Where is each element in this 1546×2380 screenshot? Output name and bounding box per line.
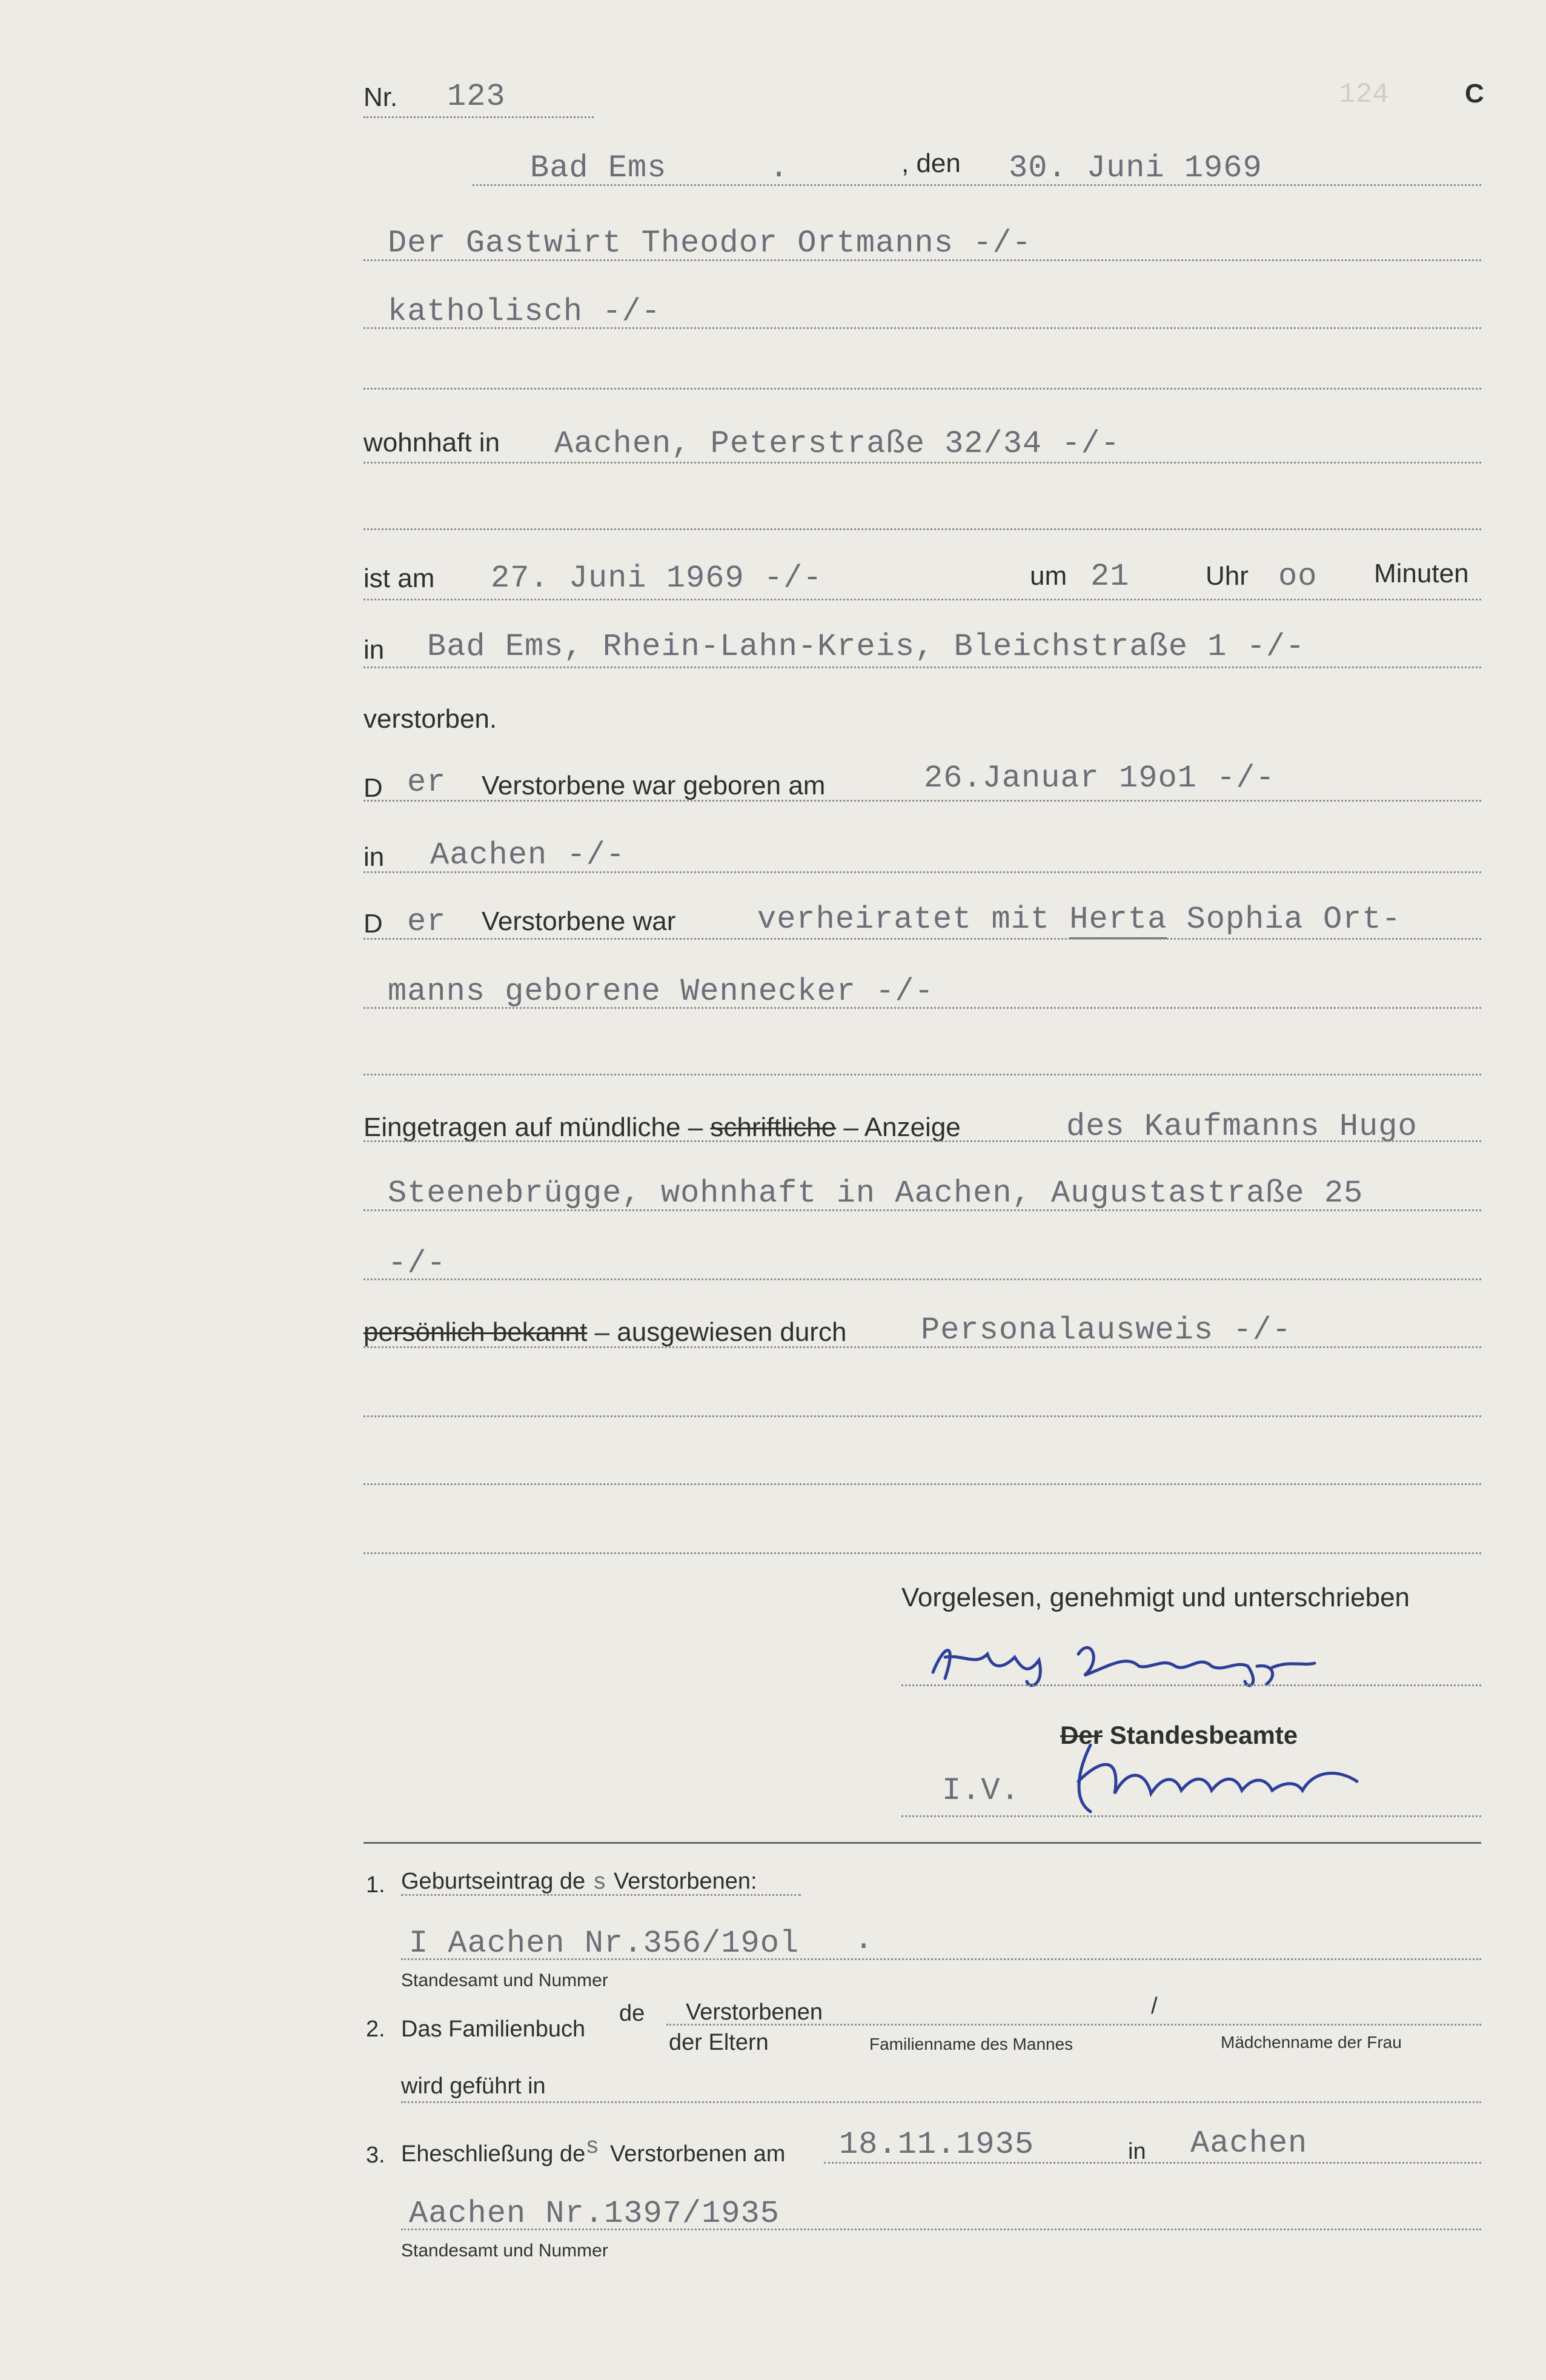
place-value: Bad Ems: [530, 150, 667, 186]
person-line2: katholisch -/-: [388, 294, 661, 330]
nr-value: 123: [447, 79, 506, 115]
marriage-place: Aachen: [1190, 2126, 1308, 2161]
birth-place-rule: [363, 871, 1481, 873]
um-label: um: [1030, 561, 1067, 591]
birth-place: Aachen -/-: [430, 837, 626, 873]
registration-text2: Steenebrügge, wohnhaft in Aachen, Augustastraße 25: [388, 1175, 1364, 1211]
residence-rule-2: [363, 528, 1481, 530]
wife-name-label: Mädchenname der Frau: [1221, 2033, 1402, 2052]
birth-d-suffix: er: [407, 765, 446, 800]
iv-label: I.V.: [942, 1773, 1020, 1809]
marriage-label-b: Verstorbenen am: [610, 2141, 786, 2167]
person-line3-rule: [363, 388, 1481, 390]
husband-name-label: Familienname des Mannes: [869, 2035, 1073, 2053]
kept-in-rule: [401, 2101, 1481, 2103]
den-label: , den: [901, 148, 961, 178]
birth-label: Verstorbene war geboren am: [482, 771, 826, 800]
id-label-strike: persönlich bekannt: [363, 1317, 588, 1347]
status-text-herta: Herta: [1069, 902, 1167, 939]
birth-entry-label-a: Geburtseintrag de: [401, 1869, 586, 1894]
death-date: 27. Juni 1969 -/-: [491, 560, 823, 596]
marriage-rule: [824, 2162, 1481, 2164]
id-label: – ausgewiesen durch: [594, 1317, 847, 1347]
id-label-line: [363, 1317, 846, 1348]
family-book-verstorbenen: Verstorbenen: [686, 1999, 823, 2025]
residence-label: wohnhaft in: [363, 428, 500, 457]
verstorben-label: verstorben.: [363, 704, 497, 734]
family-book-de: de: [619, 2001, 645, 2026]
marriage-registry-rule: [401, 2229, 1481, 2230]
family-book-rule: [666, 2024, 1481, 2026]
registration-label-strike: schriftliche: [710, 1112, 837, 1142]
ist-am-label: ist am: [363, 563, 435, 593]
person-line2-rule: [363, 327, 1481, 329]
death-place-rule: [363, 666, 1481, 668]
birth-entry-value: I Aachen Nr.356/19ol: [409, 1926, 800, 1961]
registrar-signature: [1054, 1733, 1393, 1824]
birth-d-label: D: [363, 773, 383, 803]
marriage-registry: Aachen Nr.1397/1935: [409, 2196, 780, 2232]
birth-date-rule: [363, 800, 1481, 802]
birth-entry-rule: [401, 1958, 1481, 1960]
birth-entry-s: s: [592, 1870, 606, 1896]
blank-rule-1: [363, 1415, 1481, 1417]
marriage-date: 18.11.1935: [839, 2127, 1035, 2162]
registration-text3: -/-: [388, 1246, 446, 1281]
status-rule-1: [363, 938, 1481, 940]
birth-entry-label: [401, 1869, 757, 1896]
status-label: Verstorbene war: [482, 906, 676, 936]
birth-entry-dot: .: [854, 1922, 874, 1958]
registrar-strike: Der: [1060, 1721, 1103, 1749]
person-line1: Der Gastwirt Theodor Ortmanns -/-: [388, 225, 1032, 261]
status-rule-2: [363, 1007, 1481, 1009]
registration-rule-3: [363, 1278, 1481, 1280]
registration-rule-1: [363, 1140, 1481, 1142]
status-text-a: verheiratet mit: [757, 902, 1070, 937]
marriage-in-label: in: [1128, 2139, 1146, 2164]
status-text-c: Sophia Ort-: [1167, 902, 1401, 937]
nr-label: Nr.: [363, 82, 398, 112]
status-d-suffix: er: [407, 904, 446, 940]
id-rule: [363, 1346, 1481, 1348]
death-date-rule: [363, 599, 1481, 600]
birth-date: 26.Januar 19o1 -/-: [924, 760, 1275, 796]
note-2-number: 2.: [366, 2016, 385, 2042]
section-divider: [363, 1842, 1481, 1844]
id-value: Personalausweis -/-: [921, 1312, 1292, 1348]
birth-in-label: in: [363, 842, 385, 872]
death-minutes: oo: [1278, 559, 1318, 594]
birth-entry-label-rule: [401, 1894, 801, 1896]
place-line: [473, 184, 1481, 186]
status-text-line2: manns geborene Wennecker -/-: [388, 974, 934, 1009]
status-d-label: D: [363, 909, 383, 939]
nr-line: [363, 116, 594, 118]
registration-text1: des Kaufmanns Hugo: [1066, 1109, 1418, 1145]
death-in-label: in: [363, 635, 385, 665]
informant-signature: [909, 1630, 1333, 1697]
marriage-label-a: Eheschließung de: [401, 2141, 586, 2167]
uhr-label: Uhr: [1206, 561, 1249, 591]
minuten-label: Minuten: [1374, 559, 1469, 588]
place-dot: .: [769, 150, 789, 186]
corner-letter: C: [1465, 79, 1484, 108]
family-book-eltern: der Eltern: [669, 2030, 769, 2055]
registrar-label: Standesbeamte: [1109, 1721, 1298, 1749]
death-hour: 21: [1090, 559, 1130, 594]
registration-rule-2: [363, 1209, 1481, 1211]
marriage-label: [401, 2134, 786, 2169]
registry-number-label: Standesamt und Nummer: [401, 1970, 608, 1990]
residence-rule: [363, 462, 1481, 464]
marriage-s: s: [585, 2134, 600, 2160]
family-book-slash: /: [1151, 1993, 1158, 2019]
blank-rule-2: [363, 1483, 1481, 1485]
registration-label-a: Eingetragen auf mündliche –: [363, 1112, 703, 1142]
registration-label-b: – Anzeige: [843, 1112, 961, 1142]
residence-value: Aachen, Peterstraße 32/34 -/-: [554, 426, 1120, 462]
bleed-through-text: 124: [1339, 79, 1389, 110]
note-1-number: 1.: [366, 1872, 385, 1898]
birth-entry-label-b: Verstorbenen:: [614, 1869, 757, 1894]
note-3-number: 3.: [366, 2142, 385, 2168]
informant-signature-rule: [901, 1684, 1481, 1686]
registry-number-label-2: Standesamt und Nummer: [401, 2241, 608, 2261]
registration-label: [363, 1112, 961, 1143]
status-text-line1: [757, 902, 1401, 937]
date-value: 30. Juni 1969: [1009, 150, 1262, 186]
person-line1-rule: [363, 259, 1481, 261]
family-book-label: Das Familienbuch: [401, 2016, 586, 2042]
kept-in-label: wird geführt in: [401, 2073, 546, 2099]
blank-rule-3: [363, 1552, 1481, 1554]
read-approved-label: Vorgelesen, genehmigt und unterschrieben: [901, 1583, 1410, 1612]
death-place: Bad Ems, Rhein-Lahn-Kreis, Bleichstraße 1 -/-: [427, 629, 1305, 665]
status-rule-3: [363, 1074, 1481, 1075]
registrar-signature-rule: [901, 1815, 1481, 1817]
